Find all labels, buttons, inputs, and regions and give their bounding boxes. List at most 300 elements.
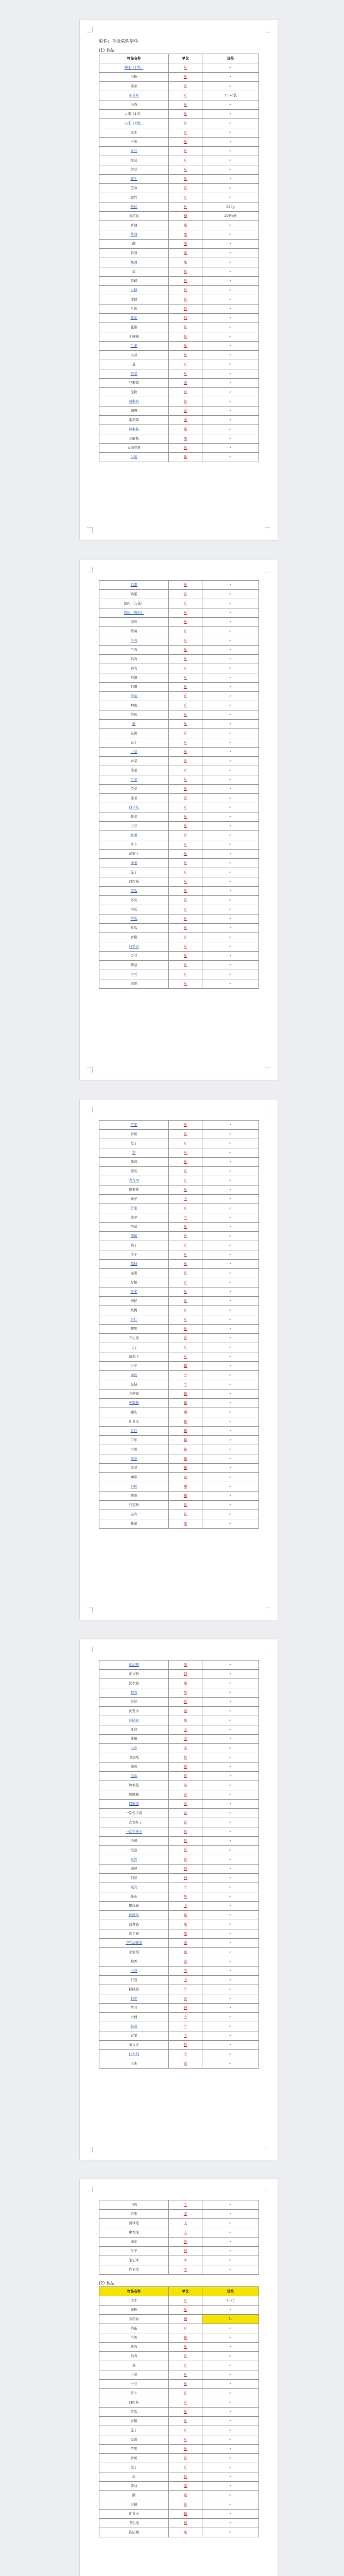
cell-name: 洗洁精 [99, 2528, 169, 2537]
table-row [99, 1716, 259, 1725]
table-row [99, 1482, 259, 1492]
cell-unit: 块 [169, 1688, 202, 1698]
table-row [99, 128, 259, 138]
cell-spec: ✓ [202, 1417, 259, 1427]
cell-unit: 斤 [169, 193, 202, 202]
cell-spec: ✓ [202, 673, 259, 683]
table-row [99, 748, 259, 757]
cell-name: 黄瓜 [99, 2408, 169, 2417]
table-row [99, 2463, 259, 2472]
table-row [99, 100, 259, 110]
table-row [99, 1250, 259, 1260]
cell-unit: 斤 [169, 91, 202, 100]
cell-spec: ✓ [202, 2528, 259, 2537]
cell-name: 生菜 [99, 775, 169, 785]
cell-spec: ✓ [202, 710, 259, 720]
cell-spec: ✓ [202, 453, 259, 462]
cell-spec: ✓ [202, 1352, 259, 1362]
cell-name: 酱油 [99, 230, 169, 240]
table-row [99, 2417, 259, 2426]
table-row [99, 2380, 259, 2389]
cell-name: 矿泉水 [99, 1417, 169, 1427]
cell-name: 鸡肉 [99, 2352, 169, 2361]
cell-spec: ✓ [202, 138, 259, 147]
cell-name: 白菜 [99, 2370, 169, 2380]
cell-spec: ✓ [202, 1185, 259, 1195]
cell-unit: 提 [169, 1762, 202, 1772]
cell-name: 鸡蛋 [99, 2324, 169, 2333]
corner-mark [87, 1107, 93, 1112]
table-row [99, 2324, 259, 2333]
cell-name: 花椒 [99, 323, 169, 332]
cell-spec: ✓ [202, 128, 259, 138]
cell-name: 葡萄 [99, 1158, 169, 1167]
cell-spec: ✓ [202, 2380, 259, 2389]
cell-name: 洗手液 [99, 1929, 169, 1939]
table-row [99, 397, 259, 406]
table-row [99, 1957, 259, 1967]
cell-spec: ✓ [202, 175, 259, 184]
table-row [99, 831, 259, 840]
cell-name: 卫生纸 [99, 1753, 169, 1762]
cell-unit: 斤 [169, 369, 202, 379]
cell-spec: ✓ [202, 295, 259, 304]
cell-spec: ✓ [202, 2041, 259, 2050]
table-row [99, 877, 259, 887]
table-row [99, 1204, 259, 1213]
table-row [99, 119, 259, 128]
table-row [99, 1287, 259, 1297]
cell-name: 猕猴桃 [99, 1185, 169, 1195]
cell-unit: 个 [169, 1883, 202, 1892]
table-row [99, 2265, 259, 2275]
table-row [99, 1389, 259, 1399]
cell-name: 橙子 [99, 1139, 169, 1148]
table-row [99, 73, 259, 82]
table-row [99, 887, 259, 896]
item-table [99, 1120, 259, 1529]
cell-spec: ✓ [202, 803, 259, 812]
table-body [99, 2287, 259, 2537]
table-row [99, 2031, 259, 2041]
cell-name: 果汁 [99, 1427, 169, 1436]
cell-unit: 瓶 [169, 258, 202, 267]
cell-unit: 个 [169, 2013, 202, 2022]
cell-unit: 包 [169, 304, 202, 314]
cell-unit: 个 [169, 1213, 202, 1223]
cell-unit: 斤 [169, 1148, 202, 1158]
cell-spec: ✓ [202, 360, 259, 369]
table-row [99, 406, 259, 416]
cell-spec: ✓ [202, 1818, 259, 1827]
cell-name: 面条 [99, 82, 169, 91]
table-row [99, 1967, 259, 1976]
cell-spec: ✓ [202, 692, 259, 701]
table-row [99, 710, 259, 720]
cell-name: 牙膏 [99, 1725, 169, 1735]
cell-spec: ✓ [202, 905, 259, 914]
cell-unit: 斤 [169, 887, 202, 896]
table-row [99, 757, 259, 766]
cell-name: 白糖 [99, 2500, 169, 2510]
cell-unit: 斤 [169, 360, 202, 369]
table-row [99, 1399, 259, 1408]
table-row [99, 1260, 259, 1269]
cell-name: 水桶 [99, 2013, 169, 2022]
cell-unit: 节 [169, 1967, 202, 1976]
table-row [99, 2454, 259, 2463]
cell-unit: 斤 [169, 1343, 202, 1352]
cell-unit: 瓶 [169, 1948, 202, 1957]
cell-unit: 把 [169, 1874, 202, 1883]
cell-spec: ✓ [202, 2408, 259, 2417]
cell-unit: 个 [169, 1380, 202, 1389]
cell-name: 簸箕 [99, 1883, 169, 1892]
cell-name: 冬瓜 [99, 896, 169, 905]
table-row [99, 1380, 259, 1389]
cell-unit: 斤 [169, 1306, 202, 1315]
cell-unit: 包 [169, 2041, 202, 2050]
table-row [99, 1121, 259, 1130]
table-row [99, 2408, 259, 2417]
cell-spec: ✓ [202, 2500, 259, 2510]
corner-mark [265, 1107, 270, 1112]
cell-spec: ✓ [202, 2050, 259, 2059]
table-row [99, 1167, 259, 1176]
table-row [99, 1911, 259, 1920]
cell-unit: 个 [169, 1195, 202, 1204]
cell-spec: ✓ [202, 1408, 259, 1417]
cell-name: 番茄酱 [99, 416, 169, 425]
cell-name: 南瓜 [99, 905, 169, 914]
cell-unit: 盒 [169, 1957, 202, 1967]
cell-name: 桃子 [99, 1241, 169, 1250]
cell-spec: ✓ [202, 961, 259, 970]
document-page-3 [80, 1099, 278, 1620]
cell-unit: 瓶 [169, 434, 202, 444]
cell-name: 面包 [99, 1371, 169, 1380]
cell-name: 咖啡 [99, 1473, 169, 1482]
cell-unit: 个 [169, 1902, 202, 1911]
header-unit: 单位 [169, 54, 202, 63]
cell-name: 鸡精 [99, 277, 169, 286]
cell-spec: ✓ [202, 1204, 259, 1213]
cell-unit: 桶 [169, 212, 202, 221]
cell-spec: ✓ [202, 267, 259, 277]
cell-unit: 斤 [169, 581, 202, 590]
cell-name: 剪刀 [99, 2004, 169, 2013]
cell-name: 胡萝卜 [99, 850, 169, 859]
cell-unit: 卷 [169, 1781, 202, 1790]
cell-name: 晾衣夹 [99, 2041, 169, 2050]
table-header-row [99, 54, 259, 63]
table-row [99, 1241, 259, 1250]
cell-unit: 瓶 [169, 240, 202, 249]
cell-unit: 斤 [169, 2361, 202, 2370]
table-row [99, 1334, 259, 1343]
table-row [99, 63, 259, 73]
cell-spec: ✓ [202, 738, 259, 748]
cell-unit: 盒 [169, 2059, 202, 2069]
cell-unit: 个 [169, 1371, 202, 1380]
cell-unit: 提 [169, 1753, 202, 1762]
table-row [99, 221, 259, 230]
cell-spec: ✓ [202, 942, 259, 952]
cell-unit: 瓶 [169, 1519, 202, 1529]
cell-unit: 斤 [169, 933, 202, 942]
table-row [99, 1269, 259, 1278]
cell-spec: ✓ [202, 1167, 259, 1176]
cell-unit: 瓶 [169, 230, 202, 240]
cell-spec: ✓ [202, 2265, 259, 2275]
cell-unit: 斤 [169, 1130, 202, 1139]
cell-unit: 个 [169, 2031, 202, 2041]
cell-unit: 桶 [169, 2315, 202, 2324]
cell-spec: ✓ [202, 258, 259, 267]
cell-name: 纸盘 [99, 1846, 169, 1855]
table-row [99, 323, 259, 332]
cell-unit: 斤 [169, 110, 202, 119]
table-row [99, 1688, 259, 1698]
table-row [99, 1195, 259, 1204]
cell-unit: 斤 [169, 1334, 202, 1343]
cell-name: 玉米 [99, 138, 169, 147]
cell-name: 尺子 [99, 2247, 169, 2256]
table-row [99, 453, 259, 462]
cell-name: 洗洁精 [99, 1660, 169, 1670]
cell-name: 绿茶 [99, 1454, 169, 1464]
table-row [99, 444, 259, 453]
cell-name: 苹果 [99, 1121, 169, 1130]
cell-unit: 包 [169, 1772, 202, 1781]
cell-name: 空气清新剂 [99, 1939, 169, 1948]
cell-name: 辣椒酱 [99, 425, 169, 434]
table-row [99, 2519, 259, 2528]
cell-name: 红枣 [99, 1287, 169, 1297]
cell-name: 麦片 [99, 1510, 169, 1519]
table-row [99, 618, 259, 627]
table-row [99, 1408, 259, 1417]
cell-unit: 块 [169, 1698, 202, 1707]
cell-spec: ✓ [202, 444, 259, 453]
cell-spec: ✓ [202, 2256, 259, 2265]
cell-spec: ✓ [202, 1883, 259, 1892]
cell-unit: 斤 [169, 1232, 202, 1241]
table-row [99, 1185, 259, 1195]
cell-spec: ✓ [202, 2472, 259, 2482]
table-row [99, 286, 259, 295]
cell-spec: ✓ [202, 2247, 259, 2256]
table-row [99, 914, 259, 924]
cell-unit: 箱 [169, 453, 202, 462]
table-row [99, 2050, 259, 2059]
table-row [99, 1698, 259, 1707]
cell-spec: ✓ [202, 655, 259, 664]
table-row [99, 2333, 259, 2343]
table-row [99, 267, 259, 277]
cell-name: 芒果 [99, 1204, 169, 1213]
table-row [99, 258, 259, 267]
cell-unit: 瓶 [169, 2482, 202, 2491]
cell-name: 方便面 [99, 1389, 169, 1399]
cell-name: 拖把 [99, 1865, 169, 1874]
cell-spec: ✓ [202, 369, 259, 379]
cell-spec: ✓ [202, 1679, 259, 1688]
table-row [99, 1519, 259, 1529]
cell-name: 荔枝 [99, 1260, 169, 1269]
corner-mark [87, 1067, 93, 1073]
cell-unit: 斤 [169, 961, 202, 970]
cell-spec: ✓ [202, 1464, 259, 1473]
cell-unit: 包 [169, 444, 202, 453]
cell-spec: ✓ [202, 1260, 259, 1269]
cell-spec: ✓ [202, 627, 259, 636]
cell-spec: ✓ [202, 2398, 259, 2408]
cell-name: 绿豆 [99, 156, 169, 165]
table-row [99, 2004, 259, 2013]
table-row [99, 970, 259, 979]
cell-name: 雪碧 [99, 1445, 169, 1454]
cell-unit: 斤 [169, 156, 202, 165]
cell-unit: 斤 [169, 2426, 202, 2435]
cell-unit: 斤 [169, 1250, 202, 1260]
cell-spec: ✓ [202, 1287, 259, 1297]
cell-unit: 块 [169, 1911, 202, 1920]
table-row [99, 1510, 259, 1519]
cell-unit: 斤 [169, 942, 202, 952]
table-row [99, 2238, 259, 2247]
cell-unit: 块 [169, 2238, 202, 2247]
table-row [99, 138, 259, 147]
cell-name: 梨 [99, 1148, 169, 1158]
cell-spec: ✓ [202, 822, 259, 831]
cell-unit: 斤 [169, 1260, 202, 1269]
cell-name: 带鱼 [99, 710, 169, 720]
cell-unit: 把 [169, 2004, 202, 2013]
cell-name: 猪蹄 [99, 627, 169, 636]
table-row [99, 2491, 259, 2500]
table-row [99, 388, 259, 397]
item-table [99, 2200, 259, 2275]
cell-name: 豆腐 [99, 2435, 169, 2445]
table-row [99, 2352, 259, 2361]
cell-unit: 斤 [169, 1223, 202, 1232]
cell-name: 书包 [99, 2200, 169, 2210]
cell-unit: 包 [169, 277, 202, 286]
cell-spec: ✓ [202, 1519, 259, 1529]
cell-spec: ✓ [202, 2454, 259, 2463]
cell-name: 茄子 [99, 868, 169, 877]
cell-spec: ✓ [202, 1121, 259, 1130]
cell-spec: ✓ [202, 1846, 259, 1855]
cell-spec: ✓ [202, 1158, 259, 1167]
table-row [99, 2426, 259, 2435]
table-row [99, 1902, 259, 1911]
table-row [99, 1130, 259, 1139]
table-row [99, 2013, 259, 2022]
table-row [99, 2210, 259, 2219]
table-row [99, 295, 259, 304]
cell-name: 洋葱 [99, 859, 169, 868]
cell-name: 蚝油 [99, 258, 169, 267]
header-unit: 单位 [169, 2287, 202, 2296]
cell-name: 保鲜袋 [99, 1800, 169, 1809]
cell-name: 插线板 [99, 1985, 169, 1994]
cell-spec: ✓ [202, 664, 259, 673]
cell-unit: 包 [169, 397, 202, 406]
table-row [99, 1158, 259, 1167]
cell-unit: 斤 [169, 1139, 202, 1148]
cell-name: 腐竹 [99, 193, 169, 202]
cell-unit: 箱 [169, 1399, 202, 1408]
header-name: 物品名称 [99, 54, 169, 63]
cell-name: 抽纸 [99, 1762, 169, 1772]
cell-unit: 本 [169, 2256, 202, 2265]
cell-spec: ✓ [202, 1772, 259, 1781]
cell-spec: ✓ [202, 1473, 259, 1482]
cell-unit: 斤 [169, 673, 202, 683]
cell-unit: 斤 [169, 1352, 202, 1362]
document-page-1 [80, 20, 278, 540]
cell-unit: 包 [169, 1818, 202, 1827]
table-row [99, 2041, 259, 2050]
table-row [99, 2228, 259, 2238]
table-row [99, 1772, 259, 1781]
cell-unit: 斤 [169, 952, 202, 961]
cell-spec: ✓ [202, 970, 259, 979]
table-row [99, 840, 259, 850]
table-row [99, 673, 259, 683]
cell-unit: 支 [169, 2210, 202, 2219]
cell-spec: ✓ [202, 2445, 259, 2454]
cell-name: 花生 [99, 175, 169, 184]
cell-unit: 个 [169, 2050, 202, 2059]
cell-unit: 瓶 [169, 1920, 202, 1929]
cell-unit: 斤 [169, 924, 202, 933]
table-row [99, 1464, 259, 1473]
cell-unit: 卷 [169, 1994, 202, 2004]
cell-name: 菠萝 [99, 1213, 169, 1223]
cell-name: 胡椒粉 [99, 397, 169, 406]
cell-unit: 包 [169, 1510, 202, 1519]
cell-name: 火锅底料 [99, 444, 169, 453]
table-body [99, 54, 259, 462]
cell-name: 青椒 [99, 933, 169, 942]
cell-unit: 斤 [169, 618, 202, 627]
cell-unit: 斤 [169, 738, 202, 748]
cell-spec: ✓ [202, 1343, 259, 1352]
table-row [99, 1818, 259, 1827]
table-row [99, 850, 259, 859]
cell-unit: 包 [169, 1501, 202, 1510]
table-row [99, 1790, 259, 1800]
table-row [99, 2528, 259, 2537]
table-row [99, 351, 259, 360]
cell-unit: 包 [169, 1827, 202, 1837]
cell-name: 牙刷 [99, 1735, 169, 1744]
cell-name: 豆浆粉 [99, 1501, 169, 1510]
cell-name: 芝麻酱 [99, 434, 169, 444]
document-page-2 [80, 560, 278, 1080]
cell-name: 圆珠笔 [99, 2219, 169, 2228]
cell-name: 草莓 [99, 1223, 169, 1232]
cell-spec: ✓ [202, 850, 259, 859]
cell-unit: 把 [169, 2247, 202, 2256]
cell-name: 菠菜 [99, 766, 169, 775]
cell-unit: 本 [169, 2265, 202, 2275]
table-row [99, 924, 259, 933]
cell-spec: ✓ [202, 887, 259, 896]
